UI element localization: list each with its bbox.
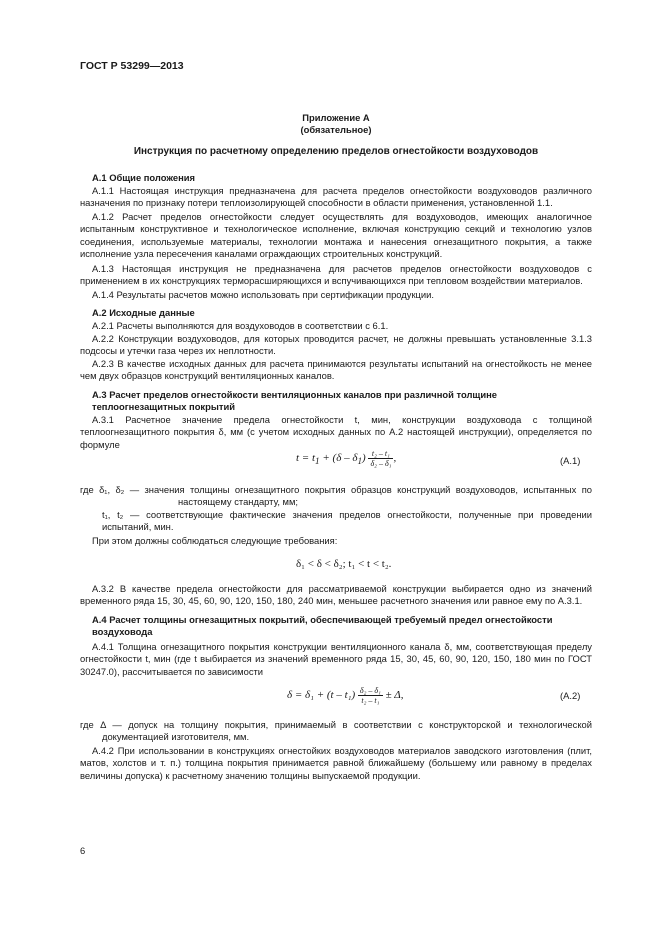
paragraph-a2-2: А.2.2 Конструкции воздуховодов, для которых проводится расчет, не должны превышать установленные 3.1.3 подсосы и утечки газа через их неплотности.: [80, 333, 592, 357]
where-a2: где Δ — допуск на толщину покрытия, принимаемый в соответствии с конструкторской и технологической документацией изготовителя, мм.: [80, 719, 592, 743]
paragraph-a4-1: А.4.1 Толщина огнезащитного покрытия конструкции вентиляционного канала δ, мм, соответствующая пределу огнестойкости t, мин (где t выбирается из значений временного ряда 15, 30, 45, 60, 90, 120, 150, 180 мин по ГОСТ 30247.0), рассчитывается по зависимости: [80, 641, 592, 677]
paragraph-a4-2: А.4.2 При использовании в конструкциях огнестойких воздуховодов материалов заводского изготовления (плит, матов, холстов и т. п.) толщина покрытия принимается равной ближайшему (большему или равному в пределах величины допуска) к расчетному значению толщины выпускаемой продукции.: [80, 745, 592, 781]
where-a1-t: [102, 509, 592, 534]
paragraph-a3-1: А.3.1 Расчетное значение предела огнестойкости t, мин, конструкции воздуховода с толщиной теплоогнезащитного покрытия δ, мм (с учетом исходных данных по А.2 настоящей инструкции), определяется по формуле: [80, 414, 592, 450]
formula-a2-fraction: [358, 686, 383, 705]
formula-a1-mid: + (δ – δ: [319, 452, 358, 465]
formula-a1-fraction: [368, 449, 393, 468]
formula-a2-numerator: δ₂ – δ₁: [359, 686, 381, 695]
paragraph-a1-2: А.1.2 Расчет пределов огнестойкости следует осуществлять для воздуховодов, имеющих аналогичное испытанным конструктивное и технологическое исполнение, включая конструкцию секций и технологию узлов соединения, используемые материалы, технологии монтажа и нанесения огнезащитного покрытия, а также исполнение узла пересечения каналами ограждающих строительных конструкций.: [80, 211, 592, 260]
formula-a2-lhs: δ = δ₁ + (t – t₁): [287, 689, 356, 702]
formula-a1-denominator: δ₂ – δ₁: [370, 459, 392, 468]
paragraph-a1-1: А.1.1 Настоящая инструкция предназначена для расчета пределов огнестойкости воздуховодов различного назначения по признаку потери теплоизолирующей способности в области применения, установленной 1.1.: [80, 185, 592, 209]
formula-a1-numerator: t₂ – t₁: [368, 449, 393, 459]
paragraph-a3-2: А.3.2 В качестве предела огнестойкости для рассматриваемой конструкции выбирается одно из значений временного ряда 15, 30, 45, 60, 90, 120, 150, 180, 240 мин, меньшее расчетного значения или равное ему по А.3.1.: [80, 583, 592, 607]
formula-a2-label: (А.2): [560, 690, 581, 701]
where-a1-delta: где δ₁, δ₂ — значения толщины огнезащитного покрытия образцов конструкций воздуховодов, испытанных по настоящему стандарту, мм;: [80, 484, 592, 508]
appendix-title: Приложение А: [302, 112, 370, 123]
formula-a2-tail: ± Δ,: [382, 689, 404, 702]
page-number: 6: [80, 845, 86, 856]
formula-a1-label: (А.1): [560, 455, 581, 466]
formula-a1-close: ): [362, 452, 366, 465]
conditions-formula: δ₁ < δ < δ₂; t₁ < t < t₂.: [296, 558, 392, 570]
main-title: Инструкция по расчетному определению пределов огнестойкости воздуховодов: [133, 146, 539, 157]
section-heading-a1: А.1 Общие положения: [92, 172, 195, 183]
formula-a2: [287, 686, 403, 705]
paragraph-a1-4: А.1.4 Результаты расчетов можно использовать при сертификации продукции.: [92, 289, 435, 300]
paragraph-a1-3: А.1.3 Настоящая инструкция не предназначена для расчетов пределов огнестойкости воздуховодов с применением в их конструкциях терморасширяющихся и вспучивающихся при тепловом воздействии материалов.: [80, 263, 592, 287]
paragraph-a2-1: А.2.1 Расчеты выполняются для воздуховодов в соответствии с 6.1.: [92, 320, 389, 331]
formula-a1-sub1: 1: [315, 456, 320, 467]
formula-a1-tail: ,: [393, 452, 397, 465]
appendix-subtitle: (обязательное): [300, 124, 372, 135]
section-heading-a3-cont: теплоогнезащитных покрытий: [92, 401, 235, 412]
section-heading-a3: А.3 Расчет пределов огнестойкости вентиляционных каналов при различной толщине: [92, 389, 497, 400]
formula-a1: [296, 449, 396, 468]
document-id: ГОСТ Р 53299—2013: [80, 60, 184, 72]
section-heading-a4: А.4 Расчет толщины огнезащитных покрытий, обеспечивающей требуемый предел огнестойкости: [92, 614, 553, 625]
formula-a1-lhs: t = t: [296, 452, 316, 465]
section-heading-a2: А.2 Исходные данные: [92, 307, 195, 318]
formula-a1-sub2: 1: [357, 456, 363, 467]
paragraph-a2-3: А.2.3 В качестве исходных данных для расчета принимаются результаты испытаний на огнестойкость не менее чем двух образцов конструкций вентиляционных каналов.: [80, 358, 592, 382]
conditions-intro: При этом должны соблюдаться следующие требования:: [92, 535, 338, 546]
where-a1-t-text: t₁, t₂ — соответствующие фактические значения пределов огнестойкости, полученные при проведении испытаний, мин.: [102, 509, 592, 533]
formula-a2-denominator: t₂ – t₁: [361, 696, 380, 705]
section-heading-a4-cont: воздуховода: [92, 626, 153, 637]
